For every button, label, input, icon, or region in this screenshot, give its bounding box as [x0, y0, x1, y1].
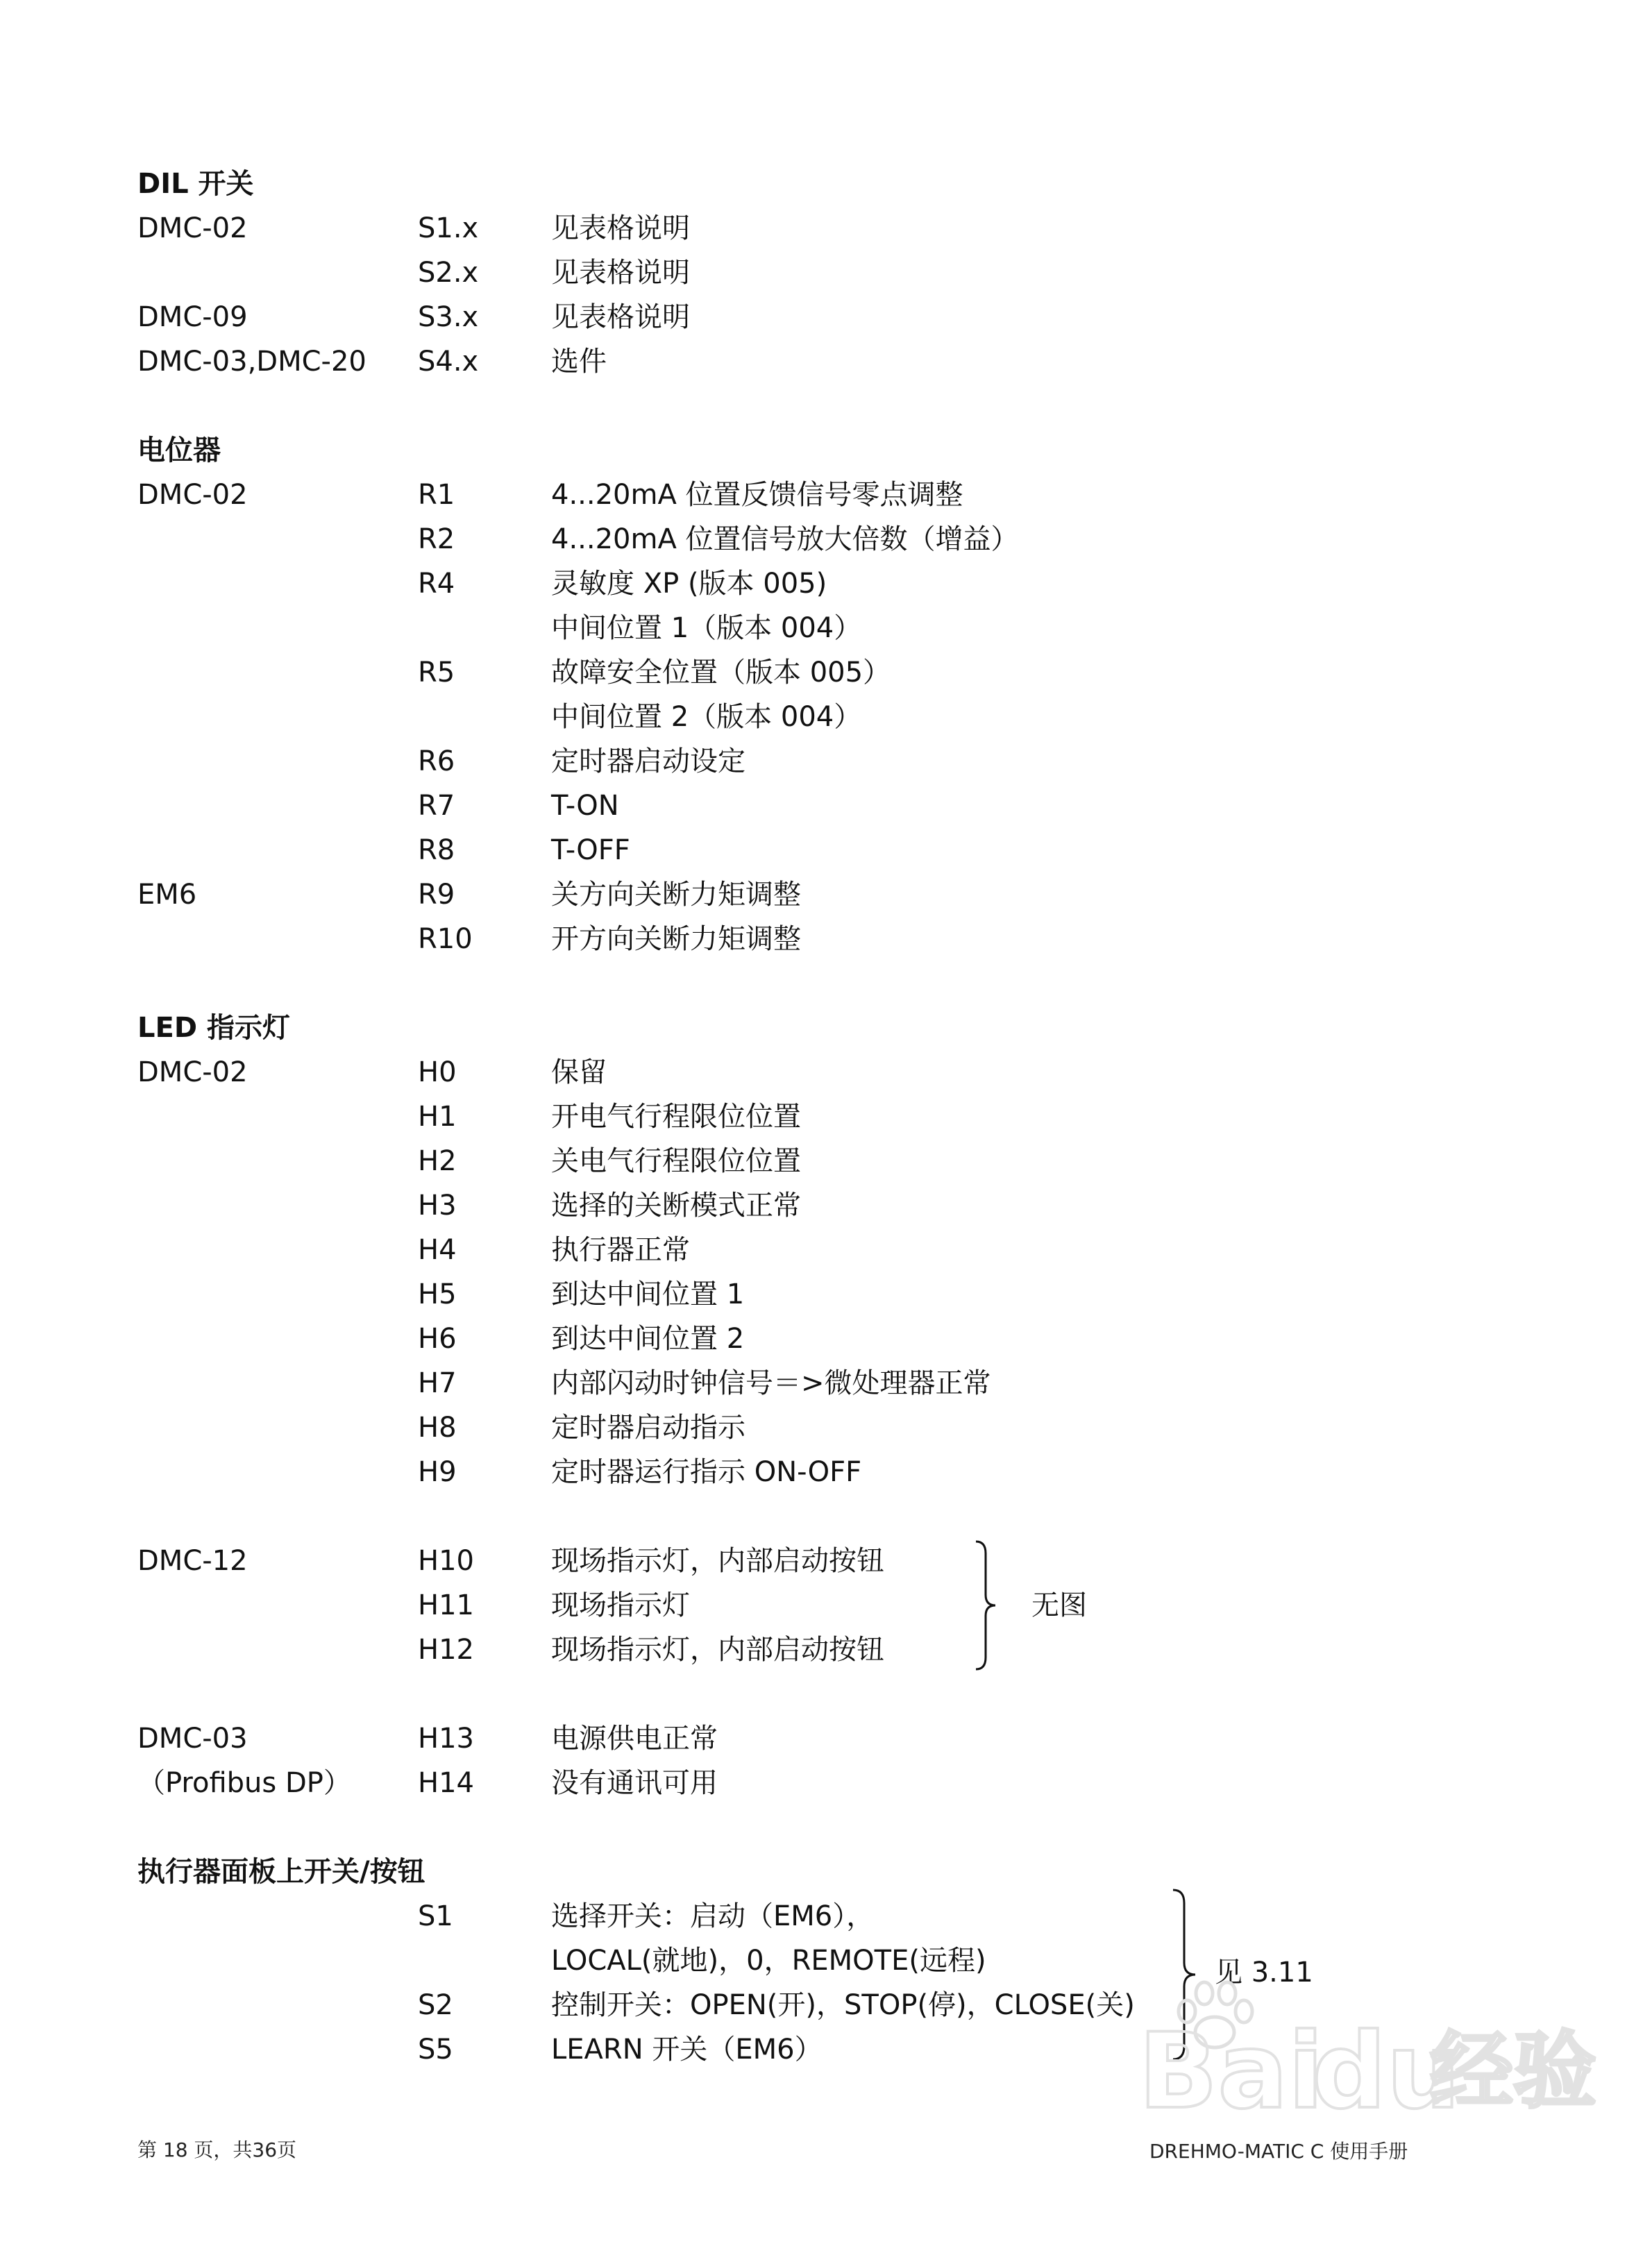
- table-row: 中间位置 2（版本 004）: [551, 701, 862, 733]
- table-row: H1 开电气行程限位位置: [418, 1101, 801, 1133]
- table-row: S1 选择开关：启动（EM6），: [418, 1900, 875, 1932]
- table-row: （Profibus DP） H14 没有通讯可用: [137, 1767, 718, 1799]
- table-row: H9 定时器运行指示 ON-OFF: [418, 1456, 862, 1488]
- table-row: EM6 R9 关方向关断力矩调整: [137, 879, 801, 911]
- baidu-watermark-logo: Bai du 经验: [1138, 1978, 1555, 2131]
- table-row: R10 开方向关断力矩调整: [418, 923, 801, 955]
- table-row: H3 选择的关断模式正常: [418, 1190, 801, 1222]
- right-brace-icon: [973, 1539, 1001, 1671]
- section-heading-potentiometer: 电位器: [137, 434, 221, 466]
- table-row: H7 内部闪动时钟信号＝>微处理器正常: [418, 1367, 991, 1399]
- table-row: R5 故障安全位置（版本 005）: [418, 657, 891, 689]
- page-number: 第 18 页，共36页: [137, 2138, 297, 2161]
- table-row: H8 定时器启动指示: [418, 1412, 745, 1444]
- table-row: R7 T-ON: [418, 790, 619, 822]
- table-row: R8 T-OFF: [418, 834, 630, 866]
- table-row: R4 灵敏度 XP (版本 005): [418, 568, 827, 600]
- table-row: DMC-09 S3.x 见表格说明: [137, 301, 690, 333]
- table-row: H5 到达中间位置 1: [418, 1278, 745, 1310]
- section-heading-panel: 执行器面板上开关/按钮: [137, 1856, 425, 1888]
- table-row: H12 现场指示灯，内部启动按钮: [418, 1634, 884, 1666]
- table-row: S5 LEARN 开关（EM6）: [418, 2034, 823, 2066]
- table-row: R6 定时器启动设定: [418, 745, 745, 777]
- brace-note: 无图: [1031, 1589, 1087, 1621]
- table-row: DMC-12 H10 现场指示灯，内部启动按钮: [137, 1545, 884, 1577]
- section-heading-led: LED 指示灯: [137, 1012, 290, 1044]
- manual-title: DREHMO-MATIC C 使用手册: [1149, 2140, 1408, 2163]
- table-row: R2 4...20mA 位置信号放大倍数（增益）: [418, 523, 1019, 555]
- table-row: S2.x 见表格说明: [418, 257, 690, 289]
- brace-note: 见 3.11: [1215, 1957, 1313, 1989]
- table-row: DMC-02 R1 4...20mA 位置反馈信号零点调整: [137, 479, 963, 511]
- table-row: DMC-03,DMC-20 S4.x 选件: [137, 346, 607, 378]
- table-row: 中间位置 1（版本 004）: [551, 612, 862, 644]
- table-row: H4 执行器正常: [418, 1234, 690, 1266]
- table-row: H6 到达中间位置 2: [418, 1323, 745, 1355]
- table-row: LOCAL(就地)，0，REMOTE(远程): [551, 1945, 986, 1977]
- table-row: H11 现场指示灯: [418, 1589, 690, 1621]
- table-row: DMC-03 H13 电源供电正常: [137, 1723, 718, 1755]
- table-row: DMC-02 H0 保留: [137, 1056, 607, 1088]
- section-heading-dil: DIL 开关: [137, 168, 254, 200]
- table-row: H2 关电气行程限位位置: [418, 1145, 801, 1177]
- table-row: DMC-02 S1.x 见表格说明: [137, 212, 690, 244]
- table-row: S2 控制开关：OPEN(开)，STOP(停)，CLOSE(关): [418, 1989, 1135, 2021]
